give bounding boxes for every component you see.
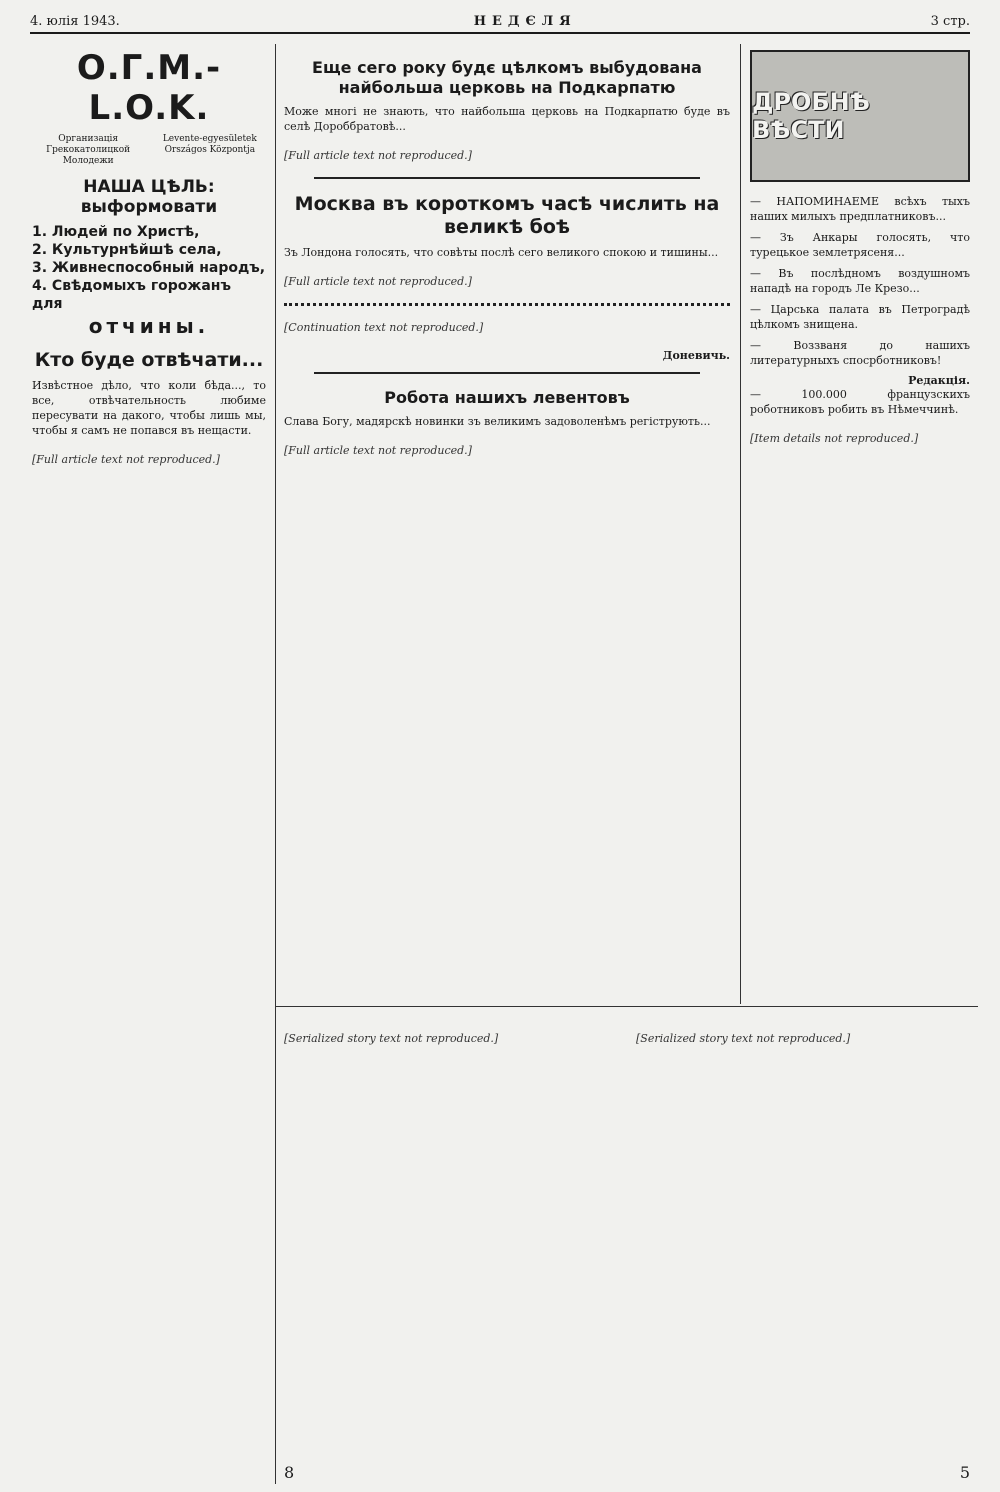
omission-note: [Full article text not reproduced.] [284,149,472,162]
goal-item: 3. Живнеспособный народъ, [32,260,266,276]
author-signature: Доневичь. [662,349,730,362]
goal-item: 4. Свѣдомыхъ горожанъ для [32,278,231,312]
issue-date: 4. юлія 1943. [30,13,120,29]
ogm-aim: НАША ЦѢЛЬ: выформовати [80,177,218,217]
center-column [276,44,738,1004]
goal-final: отчины. [88,314,210,338]
paper-title: НЕДЄЛЯ [473,13,577,29]
right-column [742,44,978,1004]
article-title-church: Еще сего року будє цѣлкомъ выбудована найбольша церковь на Подкарпатю [312,58,702,97]
goal-item: 2. Культурнѣйшѣ села, [32,242,222,258]
serial-left [284,1017,618,1482]
news-item: — Зъ Анкары голосять, что турецькое землетрясеня... [750,231,970,259]
omission-note: [Item details not reproduced.] [750,432,919,445]
page-number-left: 8 [284,1463,295,1482]
serial-right [636,1017,970,1482]
section-divider [314,177,700,179]
omission-note: [Serialized story text not reproduced.] [636,1032,851,1045]
ogm-sub-left: Организація Грекокатолицкой Молодежи [46,134,131,166]
omission-note: [Serialized story text not reproduced.] [284,1032,499,1045]
ogm-sub-right: Levente-egyesületek Országos Központja [162,134,257,155]
ogm-logo: О.Г.М.-L.O.K. [76,48,222,128]
editorial-signature: Редакція. [908,374,970,387]
news-item: — 100.000 французскихъ роботниковъ робить въ Нѣмеччинѣ. [750,388,970,416]
goal-item: 1. Людей по Христѣ, [32,224,200,240]
omission-note: [Full article text not reproduced.] [284,275,472,288]
section-divider [314,372,700,374]
ogm-logo-subtitle [32,134,266,167]
omission-note: [Full article text not reproduced.] [32,453,220,466]
page-label: 3 стр. [930,13,970,29]
article-lead: Може многі не знають, что найбольша церковь на Подкарпатю буде въ селѣ Дороббратовѣ... [284,105,730,133]
omission-note: [Continuation text not reproduced.] [284,321,484,334]
serial-story-section [276,1006,978,1482]
column-rule-right [740,44,741,1004]
dotted-divider [284,303,730,306]
left-column [24,44,274,1482]
article-lead: Извѣстное дѣло, что коли бѣда..., то все, отвѣчательность любиме пересувати на дакого, чтобы лишь мы, чтобы я самъ не попався въ нещасти. [32,379,266,437]
article-lead: Слава Богу, мадярскѣ новинки зъ великимъ задоволенѣмъ регіструють... [284,415,711,428]
page-number-right: 5 [959,1463,970,1482]
article-title-responsibility: Кто буде отвѣчати... [34,349,264,371]
article-lead: Зъ Лондона голосять, что совѣты послѣ сего великого спокою и тишины... [284,246,719,259]
news-item: — Въ послѣдномъ воздушномъ нападѣ на городъ Ле Крезо... [750,267,970,295]
article-title-moscow: Москва въ короткомъ часѣ числить на великѣ боѣ [294,193,720,238]
ogm-goals [32,223,266,338]
news-item: — НАПОМИНАЕМЕ всѣхъ тыхъ наших милыхъ предплатниковъ... [750,195,970,223]
news-item: — Царська палата въ Петроградѣ цѣлкомъ знищена. [750,303,970,331]
news-banner: ДРОБНѢ ВѢСТИ [750,50,970,182]
news-item: — Воззваня до нашихъ литературныхъ спосрботниковъ! [750,339,970,367]
omission-note: [Full article text not reproduced.] [284,444,472,457]
masthead [30,10,970,34]
article-title-robota: Робота нашихъ левентовъ [384,388,630,407]
